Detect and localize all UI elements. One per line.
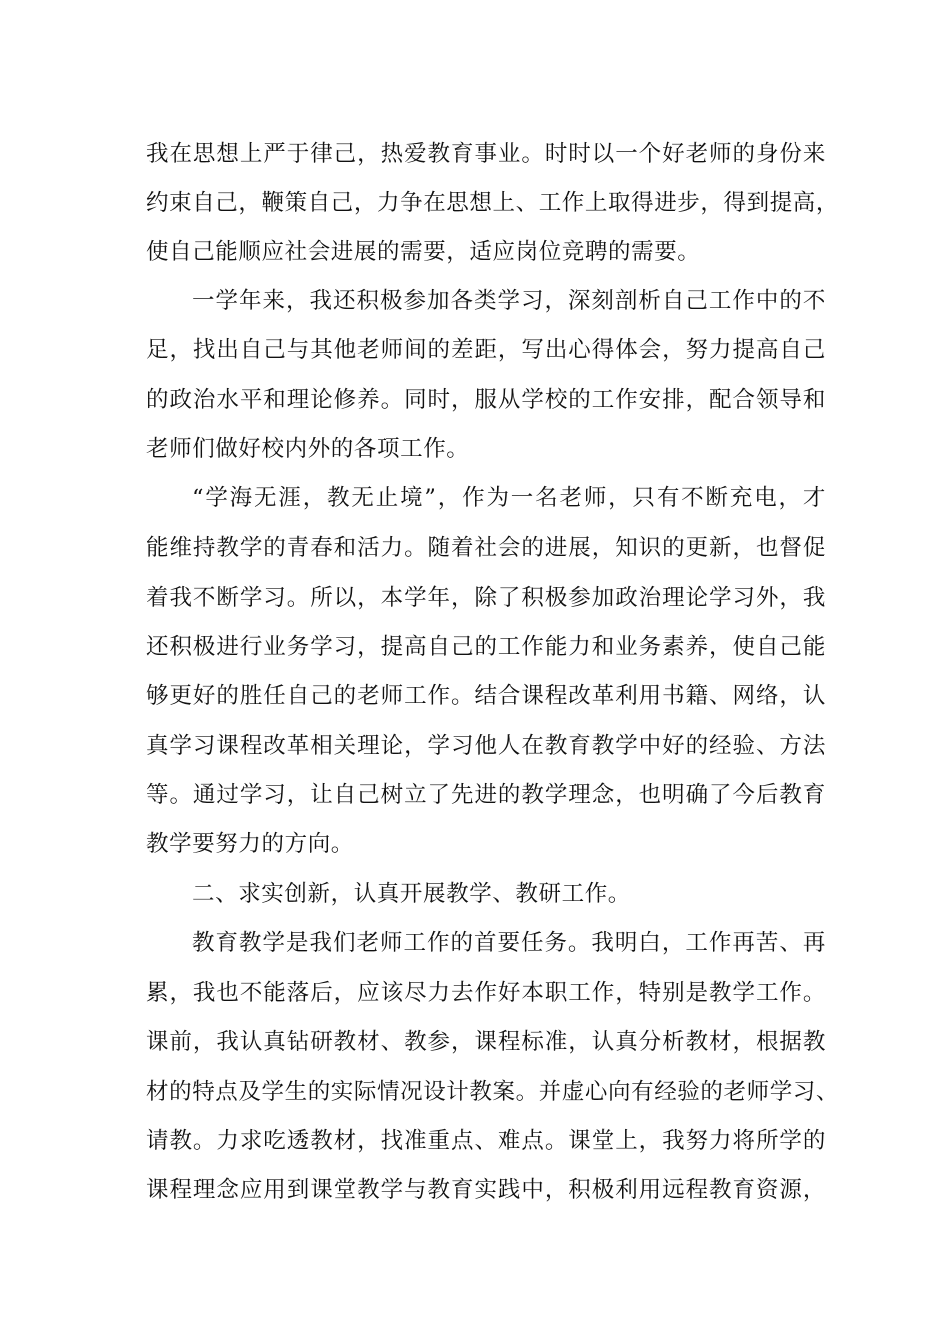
- text-line: 材的特点及学生的实际情况设计教案。并虚心向有经验的老师学习、: [146, 1079, 840, 1105]
- text-line: 够更好的胜任自己的老师工作。结合课程改革利用书籍、网络，认: [146, 683, 826, 709]
- text-line: 足，找出自己与其他老师间的差距，写出心得体会，努力提高自己: [146, 337, 826, 363]
- text-line: 教学要努力的方向。: [146, 831, 354, 857]
- text-line: 能维持教学的青春和活力。随着社会的进展，知识的更新，也督促: [146, 535, 826, 561]
- text-line: 真学习课程改革相关理论，学习他人在教育教学中好的经验、方法: [146, 733, 826, 759]
- text-line: 等。通过学习，让自己树立了先进的教学理念，也明确了今后教育: [146, 782, 826, 808]
- paragraph-first-line: 一学年来，我还积极参加各类学习，深刻剖析自己工作中的不: [192, 288, 826, 314]
- text-line: 课程理念应用到课堂教学与教育实践中，积极利用远程教育资源，: [146, 1177, 826, 1203]
- text-line: 老师们做好校内外的各项工作。: [146, 436, 470, 462]
- text-line: 还积极进行业务学习，提高自己的工作能力和业务素养，使自己能: [146, 634, 826, 660]
- text-line: 课前，我认真钻研教材、教参，课程标准，认真分析教材，根据教: [146, 1029, 826, 1055]
- paragraph-first-line: 教育教学是我们老师工作的首要任务。我明白，工作再苦、再: [192, 930, 826, 956]
- section-heading: 二、求实创新，认真开展教学、教研工作。: [192, 881, 631, 907]
- paragraph-first-line: “学海无涯，教无止境”，作为一名老师，只有不断充电，才: [192, 485, 826, 511]
- text-line: 使自己能顺应社会进展的需要，适应岗位竞聘的需要。: [146, 239, 701, 265]
- text-line: 约束自己，鞭策自己，力争在思想上、工作上取得进步，得到提高，: [146, 190, 840, 216]
- text-line: 我在思想上严于律己，热爱教育事业。时时以一个好老师的身份来: [146, 141, 826, 167]
- text-line: 着我不断学习。所以，本学年，除了积极参加政治理论学习外，我: [146, 585, 826, 611]
- text-line: 请教。力求吃透教材，找准重点、难点。课堂上，我努力将所学的: [146, 1128, 826, 1154]
- text-line: 的政治水平和理论修养。同时，服从学校的工作安排，配合领导和: [146, 387, 826, 413]
- text-line: 累，我也不能落后，应该尽力去作好本职工作，特别是教学工作。: [146, 980, 826, 1006]
